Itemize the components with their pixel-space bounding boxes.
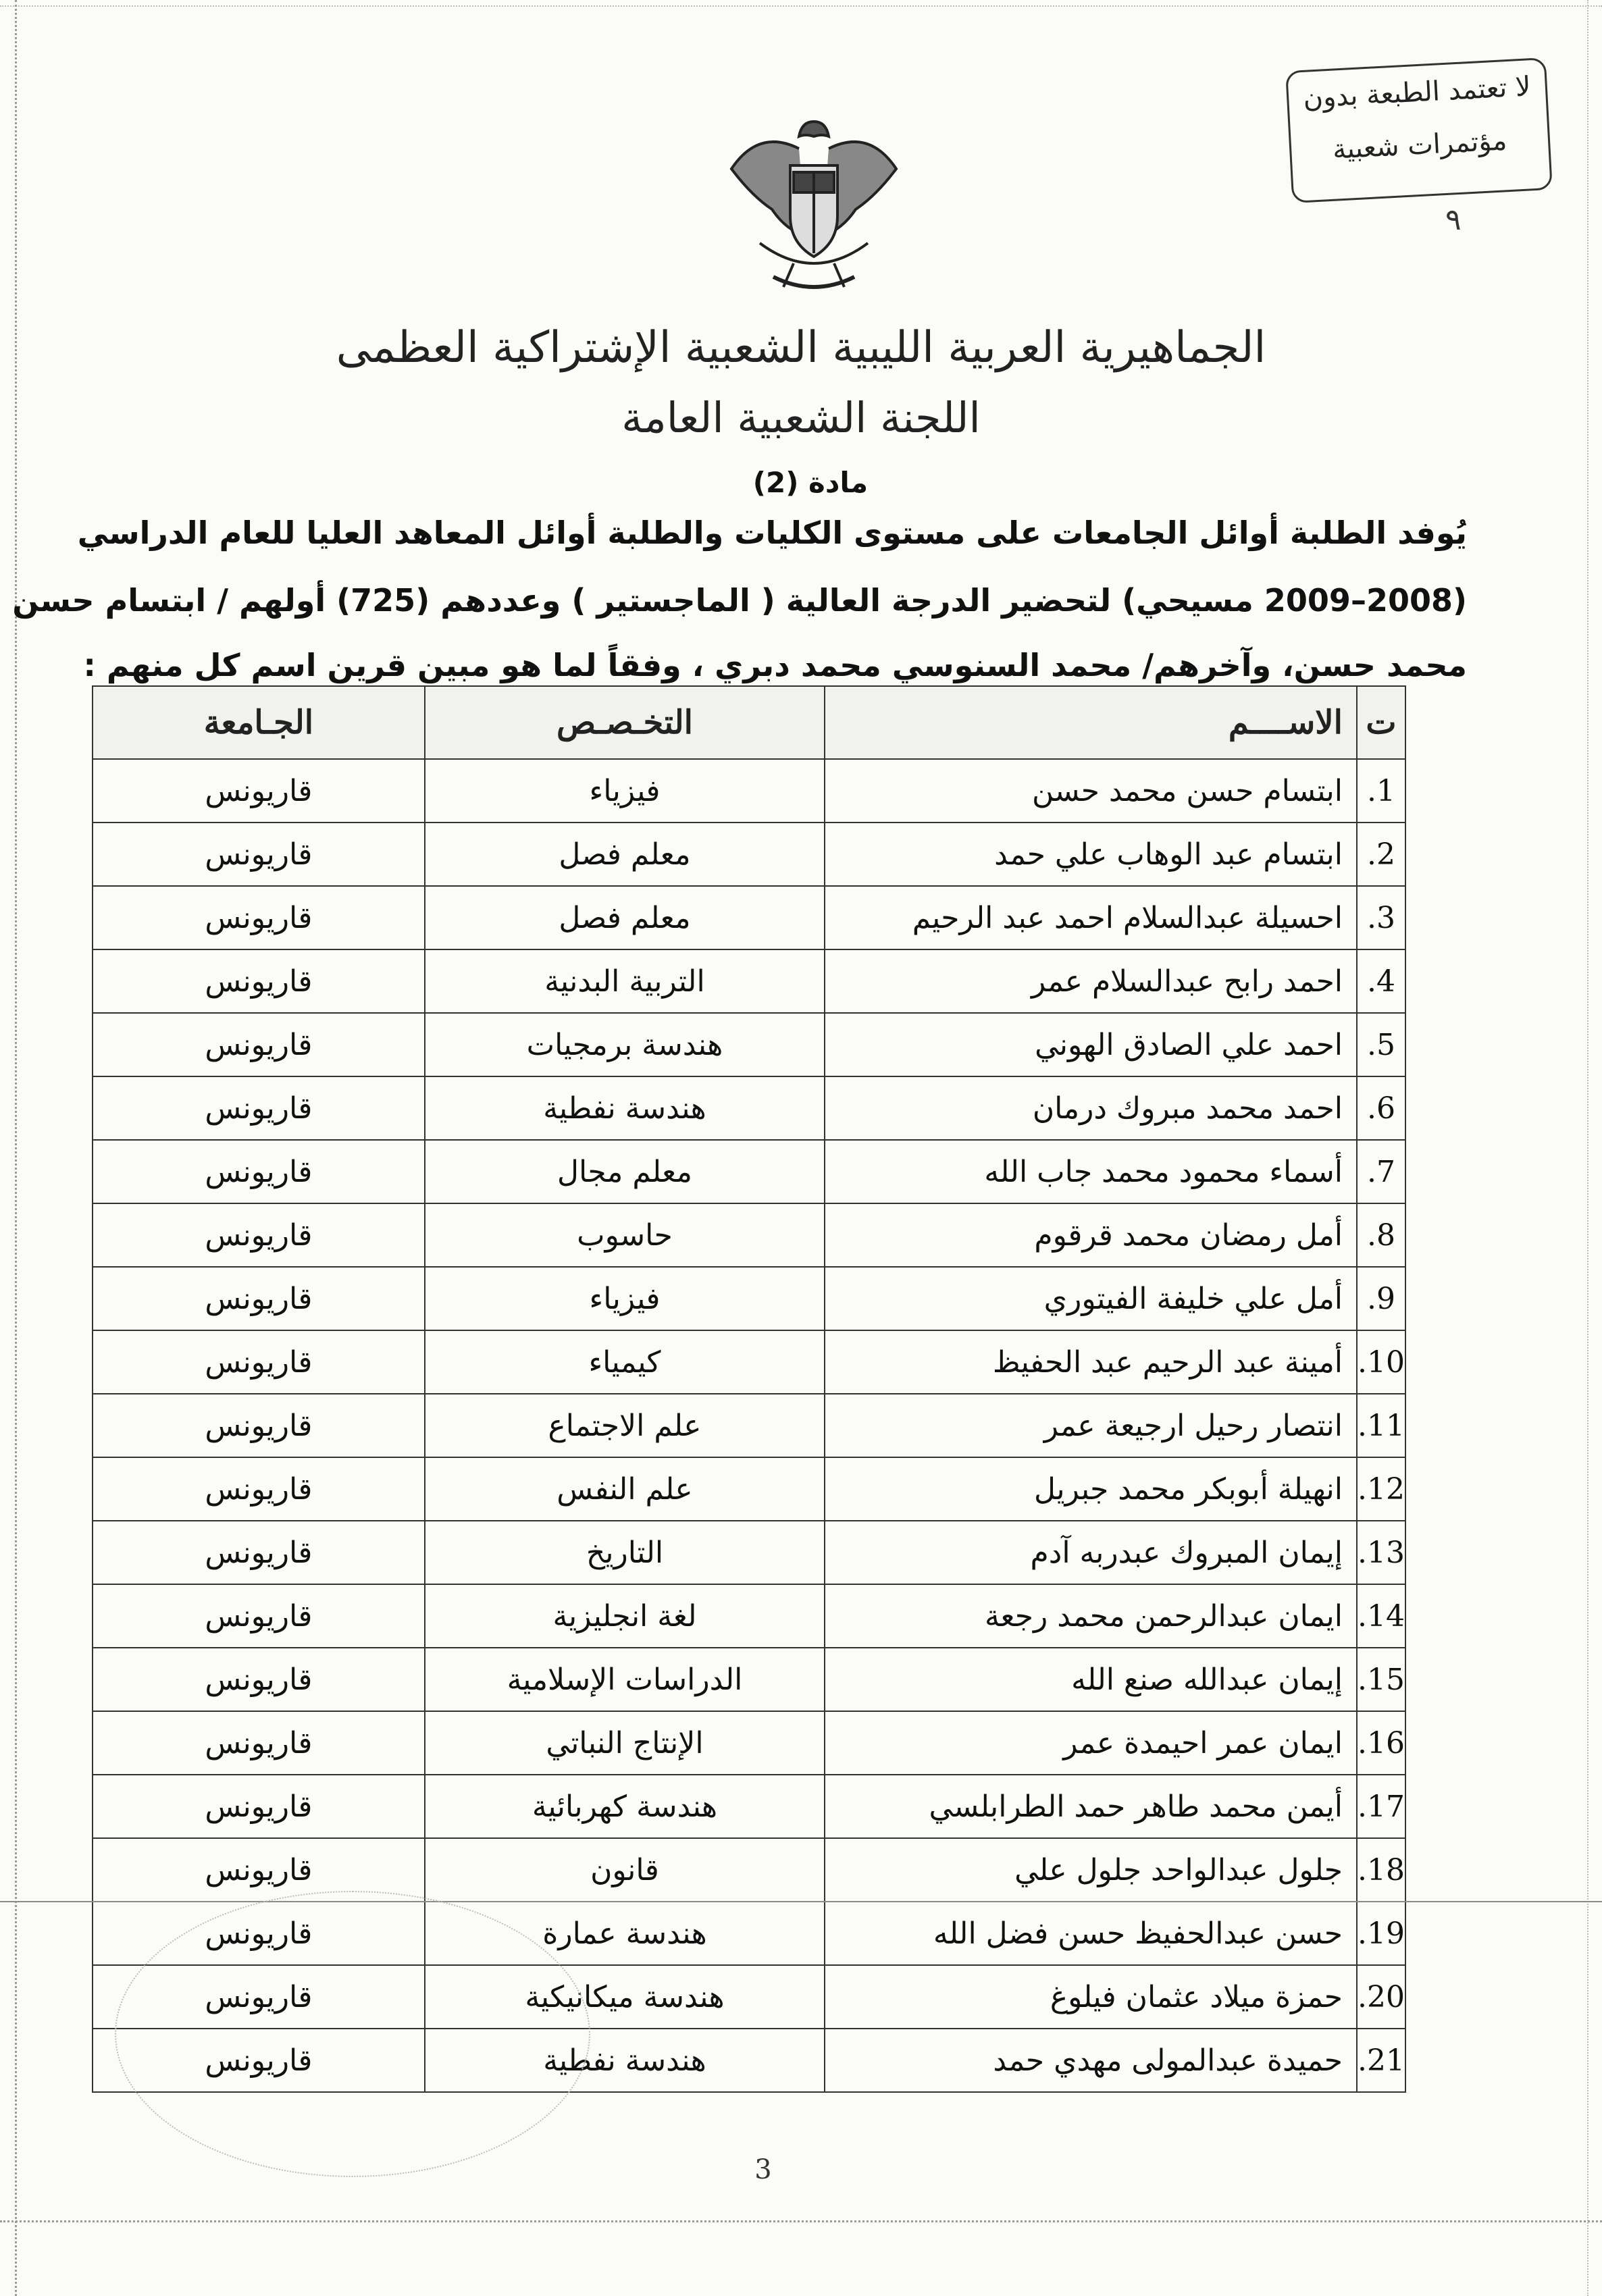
header-name: الاســــم	[825, 686, 1357, 759]
row-specialty: هندسة برمجيات	[425, 1013, 825, 1076]
row-specialty: فيزياء	[425, 1267, 825, 1330]
row-name: جلول عبدالواحد جلول علي	[825, 1838, 1357, 1902]
row-university: قاريونس	[93, 1521, 425, 1584]
row-name: حسن عبدالحفيظ حسن فضل الله	[825, 1902, 1357, 1965]
row-university: قاريونس	[93, 1394, 425, 1457]
table-row	[93, 1584, 1405, 1648]
row-specialty: كيمياء	[425, 1330, 825, 1394]
row-university: قاريونس	[93, 1457, 425, 1521]
row-specialty: فيزياء	[425, 759, 825, 823]
row-num: 9.	[1357, 1267, 1405, 1330]
table-row	[93, 1838, 1405, 1902]
stamp-mark: ٩	[1445, 203, 1462, 237]
row-name: أسماء محمود محمد جاب الله	[825, 1140, 1357, 1203]
row-specialty: هندسة ميكانيكية	[425, 1965, 825, 2029]
stamp-line-1: لا تعتمد الطبعة بدون	[1302, 71, 1532, 114]
row-num: 16.	[1357, 1711, 1405, 1775]
row-num: 2.	[1357, 823, 1405, 886]
row-university: قاريونس	[93, 1838, 425, 1902]
row-university: قاريونس	[93, 1076, 425, 1140]
row-specialty: معلم مجال	[425, 1140, 825, 1203]
row-university: قاريونس	[93, 1648, 425, 1711]
row-name: ايمان عبدالرحمن محمد رجعة	[825, 1584, 1357, 1648]
paragraph-line-3: محمد حسن، وآخرهم/ محمد السنوسي محمد دبري ، وفقاً لما هو مبين قرين اسم كل منهم :	[83, 647, 1467, 683]
row-university: قاريونس	[93, 823, 425, 886]
table-row	[93, 1203, 1405, 1267]
row-num: 5.	[1357, 1013, 1405, 1076]
table-header-row	[93, 686, 1405, 759]
row-num: 11.	[1357, 1394, 1405, 1457]
row-num: 6.	[1357, 1076, 1405, 1140]
row-name: احمد علي الصادق الهوني	[825, 1013, 1357, 1076]
row-specialty: هندسة عمارة	[425, 1902, 825, 1965]
row-specialty: التاريخ	[425, 1521, 825, 1584]
header-university: الجـامعة	[93, 686, 425, 759]
table-row	[93, 1711, 1405, 1775]
row-name: انهيلة أبوبكر محمد جبريل	[825, 1457, 1357, 1521]
row-university: قاريونس	[93, 1965, 425, 2029]
row-specialty: علم الاجتماع	[425, 1394, 825, 1457]
row-num: 20.	[1357, 1965, 1405, 2029]
table-row	[93, 1648, 1405, 1711]
row-name: احمد محمد مبروك درمان	[825, 1076, 1357, 1140]
row-university: قاريونس	[93, 1267, 425, 1330]
page-number: 3	[754, 2154, 772, 2185]
row-university: قاريونس	[93, 1902, 425, 1965]
row-university: قاريونس	[93, 759, 425, 823]
row-num: 12.	[1357, 1457, 1405, 1521]
row-specialty: الدراسات الإسلامية	[425, 1648, 825, 1711]
row-name: حمزة ميلاد عثمان فيلوغ	[825, 1965, 1357, 2029]
row-specialty: قانون	[425, 1838, 825, 1902]
row-specialty: معلم فصل	[425, 886, 825, 949]
row-specialty: هندسة كهربائية	[425, 1775, 825, 1838]
table-row	[93, 1013, 1405, 1076]
paragraph-line-1: يُوفد الطلبة أوائل الجامعات على مستوى الكليات والطلبة أوائل المعاهد العليا للعام الدراسي	[77, 515, 1467, 551]
table-row	[93, 759, 1405, 823]
table-row	[93, 1521, 1405, 1584]
row-university: قاريونس	[93, 886, 425, 949]
table-row	[93, 1076, 1405, 1140]
row-name: أيمن محمد طاهر حمد الطرابلسي	[825, 1775, 1357, 1838]
row-name: ايمان عمر احيمدة عمر	[825, 1711, 1357, 1775]
row-specialty: لغة انجليزية	[425, 1584, 825, 1648]
row-name: إيمان المبروك عبدربه آدم	[825, 1521, 1357, 1584]
row-num: 17.	[1357, 1775, 1405, 1838]
row-university: قاريونس	[93, 1711, 425, 1775]
row-num: 1.	[1357, 759, 1405, 823]
row-specialty: حاسوب	[425, 1203, 825, 1267]
row-specialty: التربية البدنية	[425, 949, 825, 1013]
row-name: حميدة عبدالمولى مهدي حمد	[825, 2029, 1357, 2092]
row-name: أمل رمضان محمد قرقوم	[825, 1203, 1357, 1267]
row-university: قاريونس	[93, 1140, 425, 1203]
header-num: ت	[1357, 686, 1405, 759]
row-num: 7.	[1357, 1140, 1405, 1203]
row-specialty: علم النفس	[425, 1457, 825, 1521]
row-num: 21.	[1357, 2029, 1405, 2092]
row-num: 15.	[1357, 1648, 1405, 1711]
row-university: قاريونس	[93, 2029, 425, 2092]
table-row	[93, 1267, 1405, 1330]
row-name: احسيلة عبدالسلام احمد عبد الرحيم	[825, 886, 1357, 949]
scan-top-edge	[0, 5, 1602, 7]
row-university: قاريونس	[93, 1203, 425, 1267]
table-row	[93, 1457, 1405, 1521]
stamp-line-2: مؤتمرات شعبية	[1331, 125, 1508, 165]
row-specialty: الإنتاج النباتي	[425, 1711, 825, 1775]
header-specialty: التخـصـص	[425, 686, 825, 759]
row-name: ابتسام عبد الوهاب علي حمد	[825, 823, 1357, 886]
row-university: قاريونس	[93, 1013, 425, 1076]
row-specialty: هندسة نفطية	[425, 2029, 825, 2092]
stamp	[1285, 57, 1553, 203]
row-num: 8.	[1357, 1203, 1405, 1267]
row-name: احمد رابح عبدالسلام عمر	[825, 949, 1357, 1013]
paragraph-line-2: (2008–2009 مسيحي) لتحضير الدرجة العالية ( الماجستير ) وعددهم (725) أولهم / ابتسام حسن	[12, 582, 1467, 619]
row-name: أمينة عبد الرحيم عبد الحفيظ	[825, 1330, 1357, 1394]
faint-seal	[115, 1891, 590, 2177]
row-num: 18.	[1357, 1838, 1405, 1902]
row-specialty: هندسة نفطية	[425, 1076, 825, 1140]
article-title: مادة (2)	[752, 466, 869, 499]
row-num: 10.	[1357, 1330, 1405, 1394]
row-name: إيمان عبدالله صنع الله	[825, 1648, 1357, 1711]
row-name: انتصار رحيل ارجيعة عمر	[825, 1394, 1357, 1457]
table-row	[93, 1394, 1405, 1457]
row-num: 14.	[1357, 1584, 1405, 1648]
row-num: 19.	[1357, 1902, 1405, 1965]
scan-fold-line	[0, 1901, 1602, 1902]
table-row	[93, 1330, 1405, 1394]
table-row	[93, 1775, 1405, 1838]
header-line-1: الجماهيرية العربية الليبية الشعبية الإشتراكية العظمى	[336, 323, 1266, 373]
row-specialty: معلم فصل	[425, 823, 825, 886]
row-num: 4.	[1357, 949, 1405, 1013]
row-university: قاريونس	[93, 1584, 425, 1648]
table-row	[93, 949, 1405, 1013]
row-university: قاريونس	[93, 949, 425, 1013]
table-row	[93, 1140, 1405, 1203]
row-num: 13.	[1357, 1521, 1405, 1584]
header-line-2: اللجنة الشعبية العامة	[621, 393, 981, 442]
table-row	[93, 886, 1405, 949]
scan-bottom-edge	[0, 2220, 1602, 2222]
row-university: قاريونس	[93, 1775, 425, 1838]
row-num: 3.	[1357, 886, 1405, 949]
row-university: قاريونس	[93, 1330, 425, 1394]
students-table	[92, 685, 1406, 2093]
row-name: أمل علي خليفة الفيتوري	[825, 1267, 1357, 1330]
eagle-emblem-icon	[719, 108, 908, 311]
table-row	[93, 823, 1405, 886]
row-name: ابتسام حسن محمد حسن	[825, 759, 1357, 823]
